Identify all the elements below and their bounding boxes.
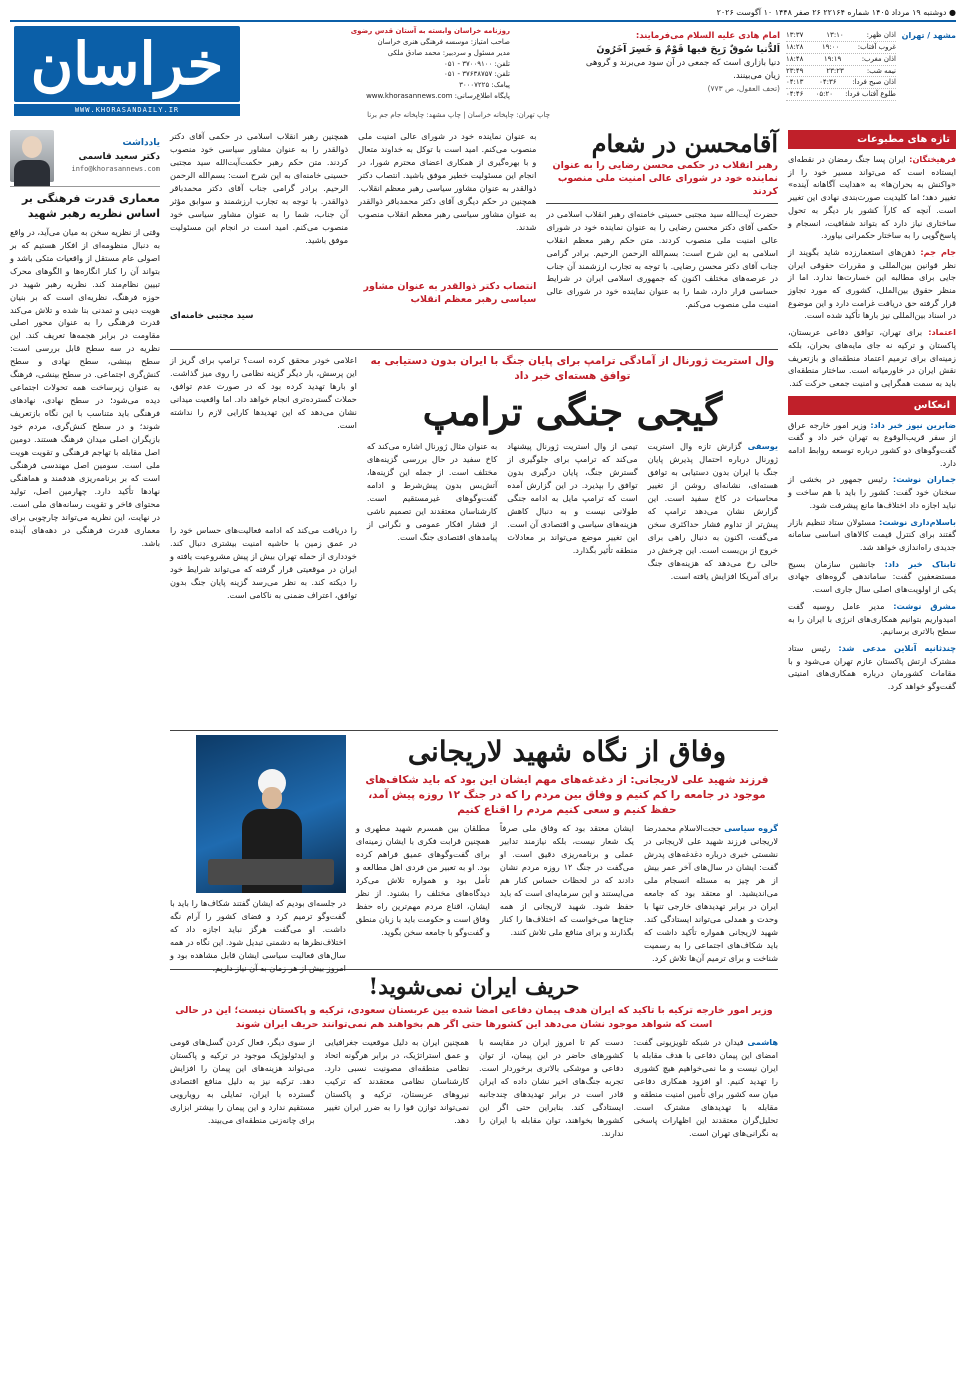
masthead: [10, 26, 956, 118]
prayer-label: اذان صبح فردا:: [852, 78, 896, 87]
prayer-label: اذان ظهر:: [866, 31, 896, 39]
masthead-line: صاحب امتیاز: موسسه فرهنگی هنری خراسان: [377, 37, 510, 46]
news-brief[interactable]: [788, 473, 956, 511]
cleric-press-photo: [196, 735, 346, 893]
news-text: مدیر عامل روسیه گفت امیدواریم بتوانیم همکاری‌های انرژی با ایران را به سطح بالاتری برسانیم.: [788, 600, 956, 637]
prayer-label: طلوع آفتاب فردا:: [845, 90, 896, 99]
prayer-times: [786, 30, 896, 101]
news-source: جام جم:: [915, 246, 956, 257]
opinion-tag: یادداشت: [122, 138, 160, 149]
quote-title: امام هادی علیه السلام می‌فرمایند:: [635, 31, 780, 41]
prayer-value-mashhad: ۱۳:۱۰: [826, 31, 844, 39]
main-content: [170, 130, 778, 1372]
story4-col1: فیدان در شبکه تلویزیونی گفت: امضای این پیمان دفاعی با هدف مقابله با ایران نیست و ما نمی‌خواهیم هیچ کشوری را تهدید کنیم. او افزود همکاری دفاعی میان سه کشور برای تأمین امنیت منطقه و مقابله با تهدیدهای مشترک است. تحلیل‌گران معتقدند این اظهارات پاسخی به نگرانی‌های تهران است.: [633, 1036, 778, 1138]
print-info: چاپ تهران: چاپخانه خراسان | چاپ مشهد: چاپخانه جام جم برنا: [367, 111, 550, 119]
news-source: ضابرین نیوز خبر داد:: [866, 419, 956, 430]
logo-title: خراسان: [30, 30, 224, 98]
publisher-line: روزنامه خراسان وابسته به آستان قدس رضوی: [350, 27, 510, 35]
story4-byline: هاشمی: [747, 1036, 778, 1047]
news-text: ذهن‌های استعمارزده شاید بگویند از نظر قوانین بین‌المللی و مقررات حقوقی ایران جایی برای مطالبه این خسارت‌ها ندارد. اما از منظر حقوق بین‌الملل، کشوری که مورد تجاوز قرار گرفته حق دریافت غرامت دارد و این موضوع در اسناد بین‌المللی نیز بارها تأکید شده است.: [788, 246, 956, 321]
masthead-line: تلفن: ۳۷۰۰۹۱۰۰ - ۰۵۱: [443, 59, 510, 68]
story2-kicker: وال استریت ژورنال از آمادگی ترامپ برای پایان جنگ با ایران بدون دستیابی به توافق هسته‌ای خبر داد: [370, 355, 775, 383]
prayer-value-mashhad: ۰۵:۲۰: [815, 90, 833, 99]
masthead-line: پیامک: ۳۰۰۰۷۲۲۵: [459, 81, 510, 90]
prayer-row: [786, 30, 896, 42]
news-source: اعتماد:: [922, 327, 956, 338]
quote-arabic: اَلدُّنیا سُوقٌ رَبِحَ فیها قَوْمٌ وَ خَسِرَ آخَرُونَ: [596, 43, 780, 55]
opinion-title[interactable]: معماری قدرت فرهنگی بر اساس نظریه رهبر شهید: [21, 192, 160, 221]
masthead-line: پایگاه اطلاع‌رسانی: www.khorasannews.com: [366, 92, 510, 101]
story2-col5: را دریافت می‌کند که ادامه فعالیت‌های حساس خود را در عمق زمین با حاشیه امنیت بیشتری دنبال کند. خودداری از حمله تهران بیش از پیش مشروعیت یافته و ایران در موقعیتی قرار گرفته که می‌تواند شرایط خود را دیکته کند. به نظر می‌رسد گزینه پایان جنگ بدون توافق، اعتراف ضمنی به ناکامی است.: [170, 525, 357, 600]
story-turkey: [170, 974, 778, 1214]
news-brief[interactable]: [788, 153, 956, 242]
story4-col4: از سوی دیگر، فعال کردن گسل‌های قومی و ایدئولوژیک موجود در ترکیه و پاکستان می‌تواند هزینه‌های این پیمان را افزایش دهد. ترکیه نیز به دلیل منافع اقتصادی گسترده با ایران، تمایلی به رویارویی مستقیم ندارد و این پیمان را بیشتر ابزاری برای چانه‌زنی منطقه‌ای می‌بیند.: [170, 1036, 315, 1125]
prayer-value-tehran: ۲۳:۴۹: [786, 66, 804, 75]
news-brief[interactable]: [788, 600, 956, 638]
quote-translation: دنیا بازاری است که جمعی در آن سود می‌برند و گروهی زیان می‌بینند.: [585, 58, 780, 81]
prayer-row: [786, 54, 896, 66]
story3-col1: حجت‌الاسلام محمدرضا لاریجانی فرزند شهید علی لاریجانی در نشستی خبری درباره دغدغه‌های پدرش گفت: ایشان در سال‌های آخر عمر بیش از هر چیز به مسئله انسجام ملی می‌اندیشید. او معتقد بود که جامعه ایران در برابر تهدیدهای خارجی تنها با وحدت و همدلی می‌تواند ایستادگی کند. شهید لاریجانی همواره تأکید داشت که باید شکاف‌های اجتماعی را به رسمیت شناخت و برای ترمیم آن‌ها تلاش کرد.: [643, 823, 778, 963]
newspaper-logo[interactable]: [14, 26, 240, 102]
opinion-body: وقتی از نظریه سخن به میان می‌آید، در واقع به دنبال منظومه‌ای از افکار هستیم که بر اصولی عام مستقل از واقعیات متکی باشد و بتواند آن را کنار انگاره‌ها و الگوهای محرک تبیین نظام‌مند کند. نظریه رهبر شهید در حوزه فرهنگ، نظریه‌ای است که بر بنیان هویت دینی و تمدنی بنا شده و تلاش می‌کند قدرت فرهنگی را به عنوان محور اصلی مقاومت در برابر هجمه‌ها تعریف کند. این نظریه در سه سطح قابل بررسی است: سطح بینشی، سطح نهادی و سطح کنش‌گری اجتماعی. در سطح بینشی، فرهنگ به عنوان زیرساخت همه تحولات اجتماعی دیده می‌شود؛ در سطح نهادی، نهادهای فرهنگی باید متناسب با این نگاه بازتعریف شوند؛ و در سطح کنش‌گری، مردم خود بازیگران اصلی میدان فرهنگ هستند. دومین اصل مقابله با تهاجم فرهنگی و تقویت هویت ملی است. سومین اصل مهندسی فرهنگی است که بر برنامه‌ریزی هدفمند و هماهنگی نهادها تأکید دارد. چهارمین اصل، تولید محتوای فاخر و تقویت رسانه‌های ملی است. در نهایت، این نظریه می‌تواند چارچوبی برای معماری قدرت فرهنگی در دهه‌های آینده باشد.: [10, 226, 160, 548]
story-rezaei: [170, 130, 778, 345]
news-brief[interactable]: [788, 419, 956, 470]
story4-kicker: وزیر امور خارجه ترکیه با تاکید که ایران هدف پیمان دفاعی امضا شده بین عربستان سعودی، ترکیه و پاکستان نیست؛ این در حالی است که شواهد موجود نشان می‌دهد این کشورها حتی اگر هم بخواهند هم نمی‌توانند حریف ایران شوند: [175, 1005, 773, 1031]
opinion-author: دکتر سعید قاسمی: [78, 151, 160, 162]
news-source: جماران نوشت:: [887, 474, 957, 485]
section-reflection: انعکاس: [788, 396, 956, 415]
story4-col3: همچنین ایران به دلیل موقعیت جغرافیایی و عمق استراتژیک، در برابر هرگونه اتحاد نظامی منطقه‌ای مصونیت نسبی دارد. کارشناسان نظامی معتقدند که ترکیب نیروهای عربستان، ترکیه و پاکستان نمی‌تواند توازن قوا را به ضرر ایران تغییر دهد.: [324, 1036, 469, 1125]
masthead-contact: [310, 26, 510, 102]
news-brief[interactable]: [788, 642, 956, 693]
news-text: رئیس جمهور در بخشی از سخنان خود گفت: کشور را باید با هم ساخت و نباید اجازه داد اختلاف‌ها مانع پیشرفت شود.: [788, 474, 956, 510]
news-brief[interactable]: [788, 558, 956, 596]
story2-col2: تیمی از وال استریت ژورنال پیشنهاد می‌کند که ترامپ برای جلوگیری از گسترش جنگ، پایان درگیری بدون توافق را بپذیرد. در این گزارش آمده است که ترامپ مایل به ادامه جنگی طولانی نیست و به دنبال کاهش هزینه‌های سیاسی و اقتصادی آن است. این تغییر موضع می‌تواند بر معادلات منطقه تأثیر بگذارد.: [507, 441, 638, 555]
prayer-value-tehran: ۰۴:۱۳: [786, 78, 804, 87]
story2-headline[interactable]: گیجی جنگی ترامپ: [422, 389, 723, 435]
news-source: باسلام‌داری نوشت:: [875, 516, 956, 527]
masthead-line: مدیر مسئول و سردبیر: محمد صادق ملکی: [387, 48, 510, 57]
news-text: ایران پسا جنگ رمضان در نقطه‌ای ایستاده است که می‌تواند مسیر خود را از «واکنش به بحران‌ها» به «هدایت آگاهانه آینده» تغییر دهد؛ اما کلیدیت صورت‌بندی نهادی این تغییر است. آنچه که کارآ کشور بار دیگر به تحول ساختاری نیاز دارد که بتواند شفافیت، انسجام و پاسخ‌گویی را به ساختار حکمرانی بیاورد.: [788, 154, 956, 241]
story1-signature: سید مجتبی خامنه‌ای: [169, 311, 254, 321]
news-source: تابناک خبر داد:: [875, 558, 956, 569]
prayer-value-tehran: ۰۴:۴۶: [786, 90, 804, 99]
prayer-value-mashhad: ۲۳:۲۳: [826, 66, 844, 75]
prayer-label: اذان مغرب:: [861, 54, 896, 63]
story1-body-2: به عنوان نماینده خود در شورای عالی امنیت ملی منصوب می‌کنم. امید است با توکل به خداوند متعال و با بهره‌گیری از همکاری اعضای محترم شورا، در انجام این مسئولیت خطیر موفق باشید. انتصاب دکتر ذوالقدر به عنوان مشاور سیاسی رهبر معظم انقلاب. همچنین در حکم دیگری آقای دکتر محمدباقر ذوالقدر به عنوان مشاور سیاسی رهبر معظم انقلاب منصوب شدند.: [358, 131, 537, 232]
prayer-city: مشهد / تهران: [901, 31, 956, 40]
prayer-value-tehran: ۱۸:۲۸: [786, 42, 804, 51]
news-text: جانشین سازمان بسیج مستضعفین گفت: ساماندهی گروه‌های جهادی یکی از اولویت‌های اصلی سال جاری است.: [788, 558, 956, 595]
prayer-row: [786, 66, 896, 78]
news-text: رئیس ستاد مشترک ارتش پاکستان عازم تهران می‌شود و با مقامات کشورمان درباره همکاری‌های امنیتی گفت‌وگو خواهد کرد.: [788, 642, 956, 692]
prayer-value-mashhad: ۰۴:۳۶: [819, 78, 837, 87]
news-brief[interactable]: [788, 516, 956, 554]
section-press-review: تازه های مطبوعات: [788, 130, 956, 149]
prayer-label: نیمه شب:: [866, 66, 896, 75]
news-text: برای تهران، توافق دفاعی عربستان، پاکستان و ترکیه نه جای مایه‌های بحران، بلکه زمینه‌ای برای ترمیم اعتماد منطقه‌ای و بازتعریف نقش ایران در خاورمیانه است. ساختار منطقه‌ای باید به سمت همگرایی و امنیت جمعی حرکت کند.: [788, 327, 956, 388]
author-avatar: [10, 130, 54, 182]
story4-headline[interactable]: حریف ایران نمی‌شوید!: [368, 974, 580, 1000]
story-larijani: [170, 735, 778, 973]
story2-col1: گزارش تازه وال استریت ژورنال درباره احتمال پذیرش پایان جنگ با ایران بدون دستیابی به توافق هسته‌ای، نشانه‌ای روشن از تغییر محاسبات در کاخ سفید است. این گزارش نشان می‌دهد ترامپ که پیش‌تر از تداوم فشار حداکثری سخن می‌گفت، اکنون به دنبال راهی برای خروج از بن‌بست است. این چرخش در حالی رخ می‌دهد که هزینه‌های جنگ برای آمریکا افزایش یافته است.: [647, 441, 778, 581]
prayer-value-mashhad: ۱۹:۱۹: [823, 54, 842, 63]
news-brief[interactable]: [788, 246, 956, 322]
prayer-row: [786, 42, 896, 54]
opinion-email[interactable]: info@khorasannews.com: [71, 165, 160, 174]
story3-kicker: فرزند شهید علی لاریجانی: از دغدغه‌های مهم ایشان این بود که باید شکاف‌های موجود در جامعه را کم کنیم و وفاق بین مردم را که در جنگ ۱۲ روزه پیش آمد، حفظ کنیم و سعی کنیم مردم را اقناع کنیم: [365, 773, 769, 817]
prayer-row: [786, 89, 896, 101]
news-brief[interactable]: [788, 326, 956, 390]
prayer-value-tehran: ۱۸:۴۸: [786, 54, 804, 63]
right-sidebar: [788, 130, 956, 1372]
story3-col4: در جلسه‌ای بودیم که ایشان گفتند شکاف‌ها را باید با گفت‌وگو ترمیم کرد و فضای کشور را آرام نگه داشت. او می‌گفت هرگز نباید اجازه داد که اختلاف‌نظرها به دشمنی تبدیل شود. این نگاه در همه سال‌های فعالیت سیاسی ایشان قابل مشاهده بود و امروز بیش از هر زمان به آن نیاز داریم.: [170, 898, 346, 973]
news-source: چندثانیه آنلاین مدعی شد:: [830, 642, 956, 653]
news-source: فرهیختگان:: [905, 154, 956, 164]
opinion-header: [10, 130, 160, 187]
story-trump: [170, 354, 778, 726]
story1-kicker: رهبر انقلاب در حکمی محسن رضایی را به عنوان نماینده خود در شورای عالی امنیت ملی منصوب کردند: [552, 159, 778, 198]
daily-quote: [580, 30, 780, 94]
date-line: [10, 4, 956, 22]
news-source: مشرق نوشت:: [884, 600, 957, 611]
prayer-label: غروب آفتاب:: [857, 42, 896, 51]
prayer-value-tehran: ۱۳:۳۷: [786, 31, 804, 39]
story1-body: حضرت آیت‌الله سید مجتبی حسینی خامنه‌ای رهبر انقلاب اسلامی در حکمی آقای دکتر محسن رضایی را به عنوان نماینده خود در شورای عالی امنیت ملی منصوب کردند. متن حکم رهبر معظم انقلاب اسلامی به این شرح است: بسم‌الله الرحمن الرحیم. برادر گرامی جناب آقای دکتر محسن رضایی. با توجه به تجارب ارزشمند آن جناب در عرصه‌های مختلف اکنون که جمهوری اسلامی ایران در شرایط حساسی قرار دارد، شما را به عنوان نماینده خود در شورای عالی امنیت ملی منصوب می‌کنم.: [546, 208, 778, 310]
story3-col3: مطلقان بین همسرم شهید مطهری و همچنین قرابت فکری با ایشان زمینه‌ای برای گفت‌وگوهای عمیق فراهم کرده بود. او به تعبیر من فردی اهل مطالعه و تأمل بود و همواره تلاش می‌کرد دیدگاه‌های مختلف را بشنود. از نظر ایشان، اقناع مردم مهم‌ترین راه حفظ وفاق است و حکومت باید با زبان منطق و گفت‌وگو با جامعه سخن بگوید.: [355, 823, 490, 937]
story1-inset-title: انتصاب دکتر ذوالقدر به عنوان مشاور سیاسی رهبر معظم انقلاب: [363, 281, 537, 306]
website-strip: WWW.KHORASANDAILY.IR: [14, 104, 240, 116]
story3-col2: ایشان معتقد بود که وفاق ملی صرفاً یک شعار نیست، بلکه نیازمند تدابیر عملی و برنامه‌ریزی دقیق است. او می‌گفت در جنگ ۱۲ روزه مردم نشان دادند که در لحظات حساس کنار هم می‌ایستند و این سرمایه‌ای است که باید حفظ شود. شهید لاریجانی از همه جناح‌ها می‌خواست که اختلاف‌ها را کنار بگذارند و برای منافع ملی تلاش کنند.: [499, 823, 634, 937]
logo-block: [10, 26, 240, 118]
masthead-line: تلفن: ۳۷۶۳۸۷۵۷ - ۰۵۱: [443, 70, 510, 79]
left-opinion-column: [10, 130, 160, 1372]
story2-col4: اعلامی خودر محقق کرده است؟ ترامپ برای گریز از این پرسش، بار دیگر گزینه نظامی را روی میز گذاشت. او بارها تهدید کرده بود که در صورت عدم توافق، حملات گسترده‌تری انجام خواهد داد. اما واقعیت میدانی نشان می‌دهد که این تهدیدها کارایی لازم را نداشته است.: [170, 355, 357, 430]
news-text: مسئولان ستاد تنظیم بازار گفتند برای کنترل قیمت کالاهای اساسی سامانه جدیدی راه‌اندازی خواهد شد.: [788, 516, 956, 552]
story1-headline[interactable]: آقامحسن در شعام: [591, 129, 778, 158]
story2-col3: به عنوان مثال ژورنال اشاره می‌کند که کاخ سفید در حال بررسی گزینه‌های مختلف است. از جمله این گزینه‌ها، آتش‌بس بدون پیش‌شرط و ادامه گفت‌وگوهای غیرمستقیم است. کارشناسان معتقدند این تصمیم ناشی از فشار افکار عمومی و نگرانی از پیامدهای اقتصادی جنگ است.: [366, 441, 498, 542]
news-text: وزیر امور خارجه عراق از سفر قریب‌الوقوع به تهران خبر داد و گفت گفت‌وگوهای دو کشور درباره توسعه روابط ادامه دارد.: [788, 419, 956, 468]
prayer-row: [786, 77, 896, 89]
microphones: [208, 859, 334, 885]
story3-byline: گروه سیاسی: [724, 823, 778, 834]
story2-byline: یوسفی: [747, 441, 778, 452]
story1-body-3: همچنین رهبر انقلاب اسلامی در حکمی آقای دکتر ذوالقدر را به عنوان مشاور سیاسی خود منصوب کردند. متن حکم رهبر حکمت‌آیت‌الله سید مجتبی حسینی خامنه‌ای به این شرح است: بسم‌الله الرحمن الرحیم. برادر گرامی جناب آقای دکتر محمدباقر ذوالقدر. با توجه به تجارب ارزشمند و سوابق مؤثر آن جناب، شما را به عنوان مشاور سیاسی خود منصوب می‌کنم. امید است در انجام این مسئولیت موفق باشید.: [169, 131, 349, 245]
quote-source: (تحف العقول، ص ۷۷۳): [707, 83, 780, 93]
story3-headline[interactable]: وفاق از نگاه شهید لاریجانی: [407, 735, 727, 768]
issue-date: ● دوشنبه ۱۹ مرداد ۱۴۰۵ شماره ۲۲۱۶۴ ۲۶ صفر ۱۴۴۸ ۱۰ آگوست ۲۰۲۶: [716, 8, 956, 17]
story4-col2: دست کم تا امروز ایران در مقایسه با کشورهای حاضر در این پیمان، از توان دفاعی و موشکی بالاتری برخوردار است. تجربه جنگ‌های اخیر نشان داده که ایران قادر است در برابر تهدیدهای چندجانبه ایستادگی کند. بنابراین حتی اگر این کشورها بخواهند، توان مقابله با ایران را ندارند.: [479, 1036, 624, 1138]
prayer-value-mashhad: ۱۹:۰۰: [821, 42, 840, 51]
